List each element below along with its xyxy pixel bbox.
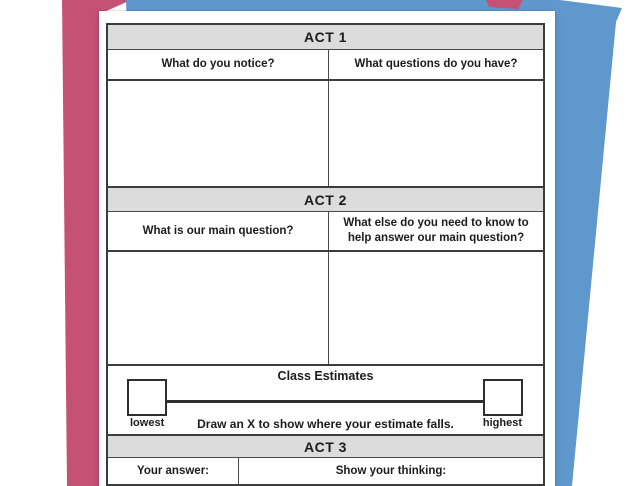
- act1-answer-row: [108, 81, 543, 186]
- worksheet-page: [99, 11, 555, 486]
- act2-title: ACT 2: [304, 191, 347, 208]
- lowest-label: lowest: [130, 417, 165, 429]
- estimate-number-line[interactable]: [167, 400, 483, 403]
- act2-left-header: What is our main question?: [108, 212, 329, 250]
- class-estimates-band: [108, 364, 543, 434]
- worksheet-table: [106, 23, 545, 486]
- act1-right-header: What questions do you have?: [354, 58, 518, 71]
- act2-answer-row: [108, 252, 543, 364]
- notice-answer-cell[interactable]: [108, 81, 329, 186]
- act3-header: [108, 434, 543, 458]
- act2-subheader-row: [108, 212, 543, 252]
- main-question-answer-cell[interactable]: [108, 252, 329, 364]
- act2-right-header: What else do you need to know to help answer our main question?: [343, 217, 529, 244]
- lowest-estimate-box[interactable]: [127, 379, 167, 416]
- act3-right-header: Show your thinking:: [335, 464, 447, 477]
- act1-left-header: What do you notice?: [108, 50, 329, 79]
- act3-left-header: Your answer:: [108, 458, 239, 484]
- act3-title: ACT 3: [304, 438, 347, 455]
- act3-subheader-row: [108, 458, 543, 486]
- act1-title: ACT 1: [304, 29, 347, 45]
- estimate-instruction: Draw an X to show where your estimate falls.: [197, 417, 454, 431]
- act2-header: [108, 186, 543, 212]
- class-estimates-title: Class Estimates: [277, 369, 374, 383]
- act1-subheader-row: [108, 50, 543, 81]
- questions-answer-cell[interactable]: [329, 81, 543, 186]
- highest-estimate-box[interactable]: [483, 379, 523, 416]
- need-to-know-answer-cell[interactable]: [329, 252, 543, 364]
- highest-label: highest: [482, 417, 522, 429]
- act1-header: [108, 25, 543, 50]
